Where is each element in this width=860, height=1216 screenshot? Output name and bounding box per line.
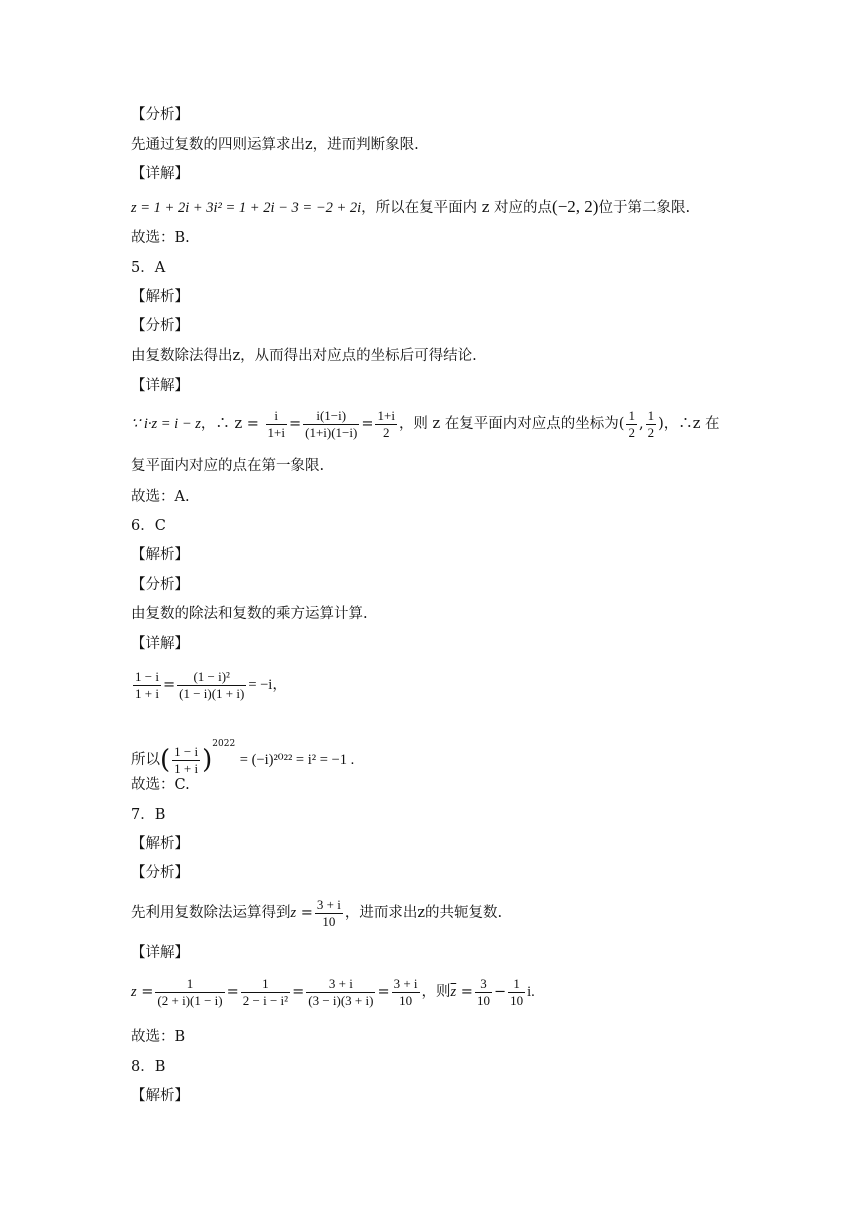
- question-number: 8．B: [131, 1059, 166, 1075]
- equation-end: = −i，: [248, 677, 287, 693]
- analysis-text: 由复数的除法和复数的乘方运算计算.: [131, 606, 368, 622]
- answer: 故选：B: [131, 1029, 186, 1045]
- then: ，则: [421, 984, 451, 1000]
- detail-equation-line: z = $\frac{1}{(2 + i)(1 - i)}$ = $\frac{1}{\text{2 − i − i²}}$ = $\frac{3 + i}{(3 - i)(3 + i)}$ = $\frac{3 + i}{10}$ ，则$\overline{z}$ = $\frac{3}{10}$ − $\frac{1}{10}$ i.: [131, 975, 535, 1008]
- fraction: $\frac{3 + i}{(3 - i)(3 + i)}$: [308, 975, 374, 1008]
- exponent: 2022: [212, 739, 236, 749]
- analysis-text: 先利用复数除法运算得到: [131, 905, 291, 921]
- analysis-text: ，进而求出z的共轭复数.: [344, 905, 503, 921]
- power-line: 所以( $\frac{1 - i}{1 + i}$ )$^{2022}$ = (−i)²⁰²² = i² = −1 .: [131, 739, 355, 776]
- fraction: $\frac{1}{(2 + i)(1 - i)}$: [157, 975, 223, 1008]
- equation: = (−i)²⁰²² = i² = −1 .: [239, 752, 355, 768]
- detail-tag: 【详解】: [131, 378, 189, 394]
- analysis-tag: 【分析】: [131, 107, 189, 123]
- analysis-text: 由复数除法得出z，从而得出对应点的坐标后可得结论.: [131, 348, 477, 364]
- detail-text-2: 位于第二象限.: [598, 200, 691, 216]
- jiexi-tag: 【解析】: [131, 1088, 189, 1104]
- analysis-tag: 【分析】: [131, 865, 189, 881]
- jiexi-tag: 【解析】: [131, 836, 189, 852]
- analysis-text: 先通过复数的四则运算求出z，进而判断象限.: [131, 137, 419, 153]
- fraction: $\frac{3 + i}{10}$: [316, 896, 341, 929]
- equation: z = 1 + 2i + 3i² = 1 + 2i − 3 = −2 + 2i: [131, 200, 362, 216]
- detail-equation-line: ∵ i·z = i − z，∴ z = $\frac{i}{1+i}$ = $\frac{i(1-i)}{(1+i)(1-i)}$ = $\frac{1+i}{2}$ ，则 z 在复平面内对应点的坐标为( $\frac{1}{2}$ , $\frac{1}{2}$ )，∴z 在: [131, 407, 720, 440]
- fraction: $\frac{\text{(1 − i)²}}{(1 - i)(1 + i)}$: [179, 668, 245, 701]
- fraction: $\frac{3 + i}{10}$: [393, 975, 418, 1008]
- fraction: $\frac{1+i}{2}$: [377, 407, 395, 440]
- fraction: $\frac{i}{1+i}$: [267, 407, 285, 440]
- detail-text: ，所以在复平面内 z 对应的点: [361, 200, 553, 216]
- therefore: ，∴ z =: [200, 416, 259, 432]
- detail-equation-line: $\frac{1 - i}{1 + i}$ = $\frac{\text{(1 − i)²}}{(1 - i)(1 + i)}$ = −i，: [135, 668, 287, 701]
- question-number: 5．A: [131, 260, 166, 276]
- fraction: $\frac{1}{2}$: [647, 407, 655, 440]
- prefix: 所以: [131, 752, 160, 768]
- analysis-tag: 【分析】: [131, 318, 189, 334]
- detail-tag: 【详解】: [131, 166, 189, 182]
- jiexi-tag: 【解析】: [131, 289, 189, 305]
- fraction: $\frac{3}{10}$: [476, 975, 490, 1008]
- fraction: $\frac{1 - i}{1 + i}$: [174, 743, 199, 776]
- answer: 故选：A.: [131, 489, 190, 505]
- text: ，∴z 在: [663, 416, 720, 432]
- text-continued: 复平面内对应的点在第一象限.: [131, 458, 325, 474]
- question-number: 7．B: [131, 807, 166, 823]
- fraction: $\frac{i(1-i)}{(1+i)(1-i)}$: [305, 407, 358, 440]
- fraction: $\frac{1}{10}$: [510, 975, 524, 1008]
- point: (−2, 2): [552, 197, 599, 216]
- jiexi-tag: 【解析】: [131, 547, 189, 563]
- answer: 故选：B.: [131, 230, 190, 246]
- text: ，则 z 在复平面内对应点的坐标为: [398, 416, 619, 432]
- detail-tag: 【详解】: [131, 945, 189, 961]
- analysis-tag: 【分析】: [131, 577, 189, 593]
- answer: 故选：C.: [131, 777, 190, 793]
- question-number: 6．C: [131, 518, 166, 534]
- fraction: $\frac{1}{\text{2 − i − i²}}$: [242, 975, 289, 1008]
- fraction: $\frac{1 - i}{1 + i}$: [135, 668, 159, 701]
- detail-tag: 【详解】: [131, 636, 189, 652]
- detail-line: [131, 197, 690, 218]
- equation: ∵ i·z = i − z: [131, 416, 201, 432]
- analysis-line: 先利用复数除法运算得到z = $\frac{3 + i}{10}$ ，进而求出z的共轭复数.: [131, 896, 503, 929]
- fraction: $\frac{1}{2}$: [628, 407, 635, 440]
